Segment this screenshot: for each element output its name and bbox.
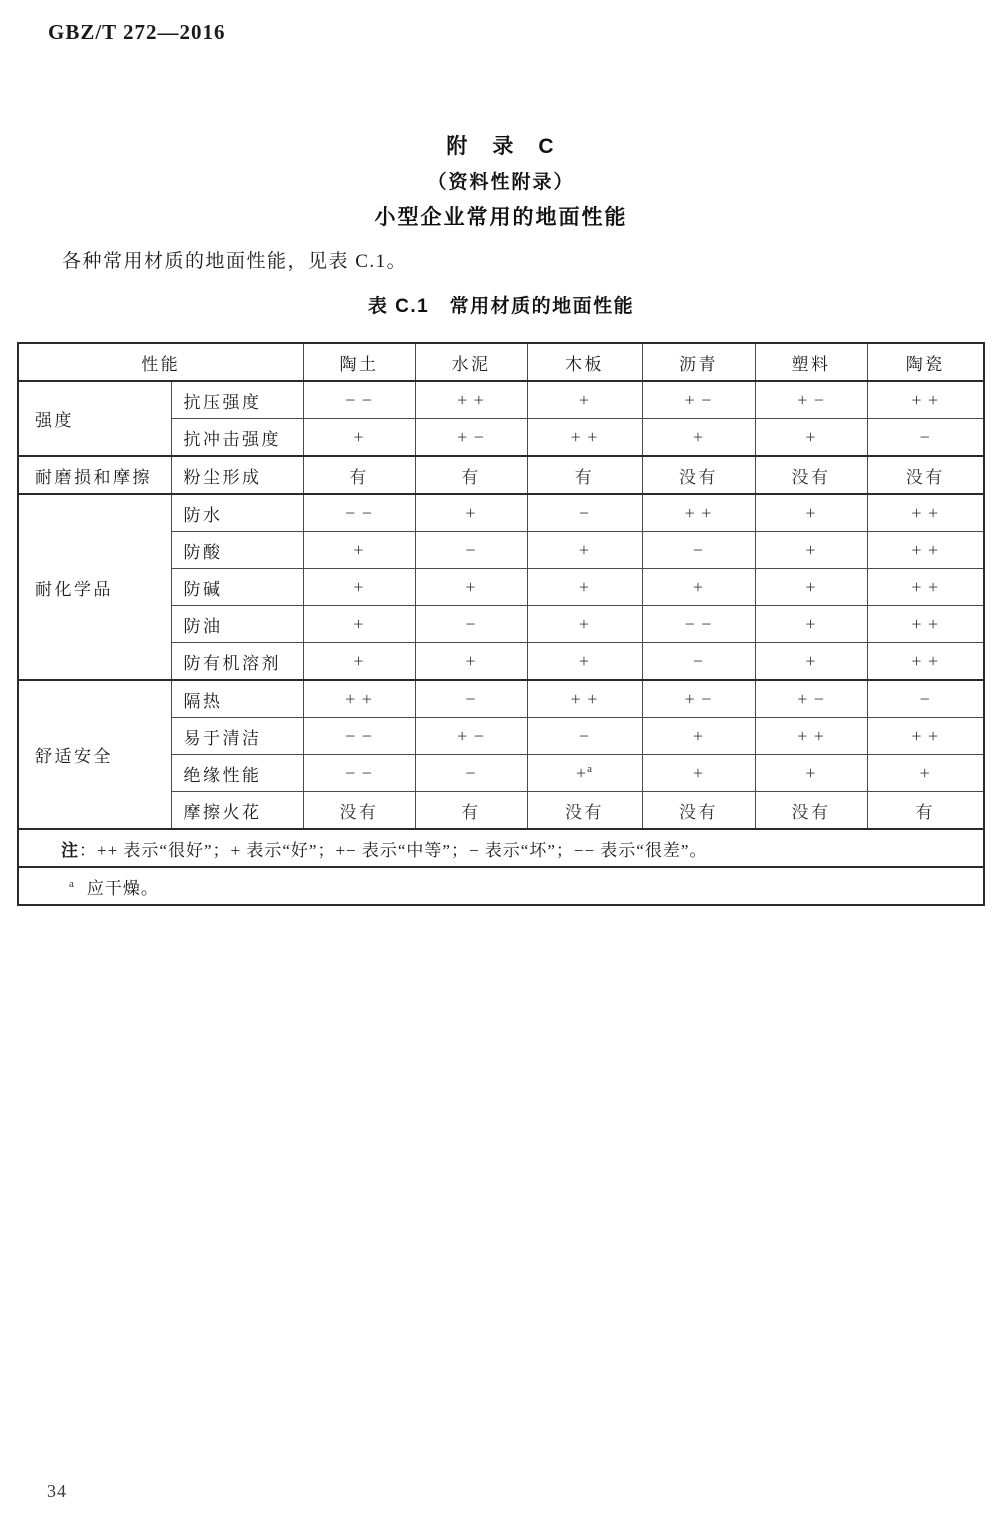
property-cell: 防水 [171,494,303,532]
group-cell: 强度 [18,381,171,456]
value-cell: + [303,569,415,606]
value-cell: 没有 [642,456,755,494]
value-cell: + [755,755,867,792]
value-cell: − [415,532,527,569]
value-cell: − [867,419,984,457]
table-body [18,381,984,905]
page-number: 34 [47,1481,67,1501]
property-cell: 摩擦火花 [171,792,303,830]
group-cell: 耐化学品 [18,494,171,680]
property-cell: 抗压强度 [171,381,303,419]
table-note-row [18,829,984,867]
value-cell: + [303,643,415,681]
value-cell: + + [867,532,984,569]
value-cell: 有 [867,792,984,830]
property-cell: 易于清洁 [171,718,303,755]
value-cell: + − [755,680,867,718]
footnote-text: 应干燥。 [86,878,159,898]
property-cell: 防有机溶剂 [171,643,303,681]
value-cell: 没有 [527,792,642,830]
appendix-title: 附 录 C [446,135,556,158]
value-cell: − [415,755,527,792]
value-cell: + [755,419,867,457]
value-cell: + [527,381,642,419]
property-cell: 绝缘性能 [171,755,303,792]
value-cell: + [303,419,415,457]
table-caption: 表 C.1 常用材质的地面性能 [367,296,635,317]
property-cell: 粉尘形成 [171,456,303,494]
appendix-subject: 小型企业常用的地面性能 [374,206,628,229]
value-cell: + [527,532,642,569]
column-header-material: 陶土 [303,343,415,381]
property-cell: 防碱 [171,569,303,606]
value-cell: + [642,419,755,457]
table-row [18,494,984,532]
value-cell: + − [755,381,867,419]
table-note [18,829,984,867]
footnote-marker: a [69,877,75,890]
value-cell: + [415,569,527,606]
table-row [18,381,984,419]
table-footnote [18,867,984,905]
value-cell: − − [303,381,415,419]
value-cell: + [642,569,755,606]
value-cell: + − [642,680,755,718]
value-cell: + [755,606,867,643]
column-header-property: 性能 [18,343,303,381]
value-cell: + + [527,419,642,457]
note-label: 注 [61,840,79,860]
value-cell: + [527,606,642,643]
table-row [18,680,984,718]
value-cell: + + [867,643,984,681]
standard-code: GBZ/T 272—2016 [48,20,226,44]
value-cell: − [415,680,527,718]
value-cell: +$^a$ [527,755,642,792]
value-cell: + [303,532,415,569]
column-header-material: 水泥 [415,343,527,381]
value-cell: + + [755,718,867,755]
value-cell: + − [415,718,527,755]
value-cell: 有 [527,456,642,494]
value-cell: − [527,494,642,532]
intro-paragraph: 各种常用材质的地面性能，见表 C.1。 [62,251,408,272]
column-header-material: 塑料 [755,343,867,381]
value-cell: 有 [415,792,527,830]
property-cell: 防油 [171,606,303,643]
value-cell: + [755,643,867,681]
value-cell: − − [642,606,755,643]
table-header-row [18,343,984,381]
value-cell: − [642,532,755,569]
value-cell: + [642,718,755,755]
value-cell: + + [867,381,984,419]
value-cell: 没有 [303,792,415,830]
value-cell: 没有 [642,792,755,830]
column-header-material: 沥青 [642,343,755,381]
table-row [18,456,984,494]
property-cell: 抗冲击强度 [171,419,303,457]
value-cell: + [867,755,984,792]
appendix-kind: （资料性附录） [427,172,575,193]
value-cell: − − [303,494,415,532]
value-cell: + [755,532,867,569]
value-cell: + [755,569,867,606]
value-cell: 有 [303,456,415,494]
value-cell: + − [415,419,527,457]
value-cell: − [527,718,642,755]
value-cell: − [867,680,984,718]
column-header-material: 陶瓷 [867,343,984,381]
floor-performance-table [17,342,985,906]
value-cell: + + [303,680,415,718]
value-cell: − [642,643,755,681]
value-cell: + [755,494,867,532]
value-cell: + + [867,569,984,606]
value-cell: 没有 [755,792,867,830]
footnote-reference: a [587,762,594,775]
value-cell: + − [642,381,755,419]
value-cell: + [415,643,527,681]
value-cell: + + [527,680,642,718]
column-header-material: 木板 [527,343,642,381]
value-cell: + [527,643,642,681]
group-cell: 耐磨损和摩擦 [18,456,171,494]
value-cell: − [415,606,527,643]
group-cell: 舒适安全 [18,680,171,829]
value-cell: + + [867,718,984,755]
table-footnote-row [18,867,984,905]
value-cell: + [527,569,642,606]
value-cell: + + [867,494,984,532]
note-text: ：++ 表示“很好”；+ 表示“好”；+− 表示“中等”；− 表示“坏”；−− 表示“很差”。 [79,840,708,860]
property-cell: 隔热 [171,680,303,718]
value-cell: 没有 [755,456,867,494]
value-cell: − − [303,718,415,755]
value-cell: 没有 [867,456,984,494]
value-cell: + [303,606,415,643]
value-cell: + + [642,494,755,532]
property-cell: 防酸 [171,532,303,569]
value-cell: + + [415,381,527,419]
value-cell: + + [867,606,984,643]
value-cell: + [642,755,755,792]
value-cell: + [415,494,527,532]
value-cell: − − [303,755,415,792]
value-cell: 有 [415,456,527,494]
